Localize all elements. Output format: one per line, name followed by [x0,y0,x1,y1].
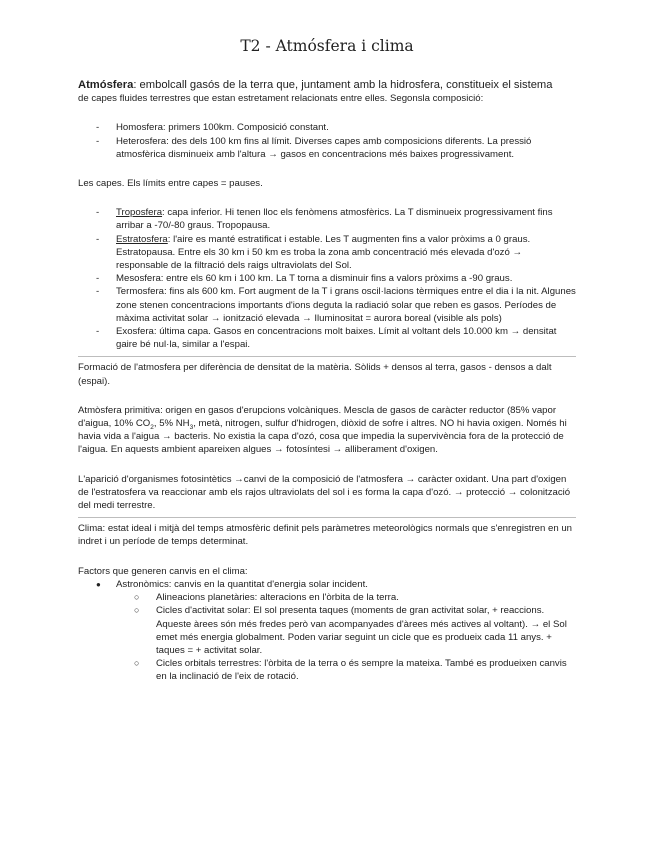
list-item: ○ Cicles orbitals terrestres: l'òrbita de la terra o és sempre la mateixa. També es produeixen canvis en la inclinació de l'eix de rotació. [116,657,576,683]
layers-list [78,206,576,351]
factors-intro: Factors que generen canvis en el clima: [78,565,248,577]
factors-list [78,578,576,684]
layer-name: Estratosfera [116,233,168,245]
list-item: ● Astronòmics: canvis en la quantitat d'energia solar incident. ○ Alineacions planetàries: alteracions en l'òrbita de la terra. ○ Cicles d'activitat solar: El sol presenta taques (moments de gran activitat solar, + reaccions. Aqueste àrees són més fredes però van acompanyades d'àrees més actives al voltant). → el Sol emet més energia globalment. Poden variar seguint un cicle que es produeix cada 11 anys. + taques = + activitat solar. ○ Cicles orbitals terrestres: l'òrbita de la terra o és sempre la mateixa. També es produeixen canvis en la inclinació de l'eix de rotació. [78,578,576,684]
page-title: T2 - Atmósfera i clima [240,37,414,55]
list-item: - Troposfera: capa inferior. Hi tenen lloc els fenòmens atmosfèrics. La T disminueix progressivament fins arribar a -70/-80 graus. Tropopausa. [78,206,576,232]
intro-lead: : embolcall gasós de la terra que, juntament amb la hidrosfera, constitueix el sistema [133,79,553,91]
list-item: - Heterosfera: des dels 100 km fins al límit. Diverses capes amb composicions diferents. La pressió atmosfèrica disminueix amb l'altura → gasos en concentracions més baixes progressivament. [78,135,576,161]
term-atmosfera: Atmósfera [78,79,134,91]
photosynthesis-paragraph: L'aparició d'organismes fotosintètics →canvi de la composició de l'atmosfera → caràcter oxidant. Una part d'oxigen de l'estratosfera va reaccionar amb els rajos ultraviolats del sol i es forma la capa d'ozó. → protecció → colonització del medi terrestre. [78,473,571,512]
list-item: ○ Alineacions planetàries: alteracions en l'òrbita de la terra. [116,591,576,604]
formation-paragraph: Formació de l'atmosfera per diferència de densitat de la matèria. Sòlids + densos al terra, gasos - densos a dalt (espai). [78,362,552,387]
divider [78,356,576,357]
layer-name: Troposfera [116,207,163,219]
list-item: - Estratosfera: l'aire es manté estratificat i estable. Les T augmenten fins a valor pròxims a 0 graus. Estratopausa. Entre els 30 km i 50 km es troba la zona amb concentració més elevada d'ozó → responsable de la filtració dels raigs ultraviolats del Sol. [78,233,576,273]
list-item: - Termosfera: fins als 600 km. Fort augment de la T i grans oscil·lacions tèrmiques entre el dia i la nit. Algunes zone stenen concentracions importants d'ions deguta la radiació solar que reben es gasos. Períodes de màxima activitat solar → ionització elevada → Iluminositat = aurora boreal (visible als pols) [78,285,576,325]
list-item: - Homosfera: primers 100km. Composició constant. [78,121,576,134]
list-item: - Mesosfera: entre els 60 km i 100 km. La T torna a disminuir fins a valors pròxims a -90 graus. [78,272,576,285]
composition-list [78,121,576,161]
climate-paragraph: Clima: estat ideal i mitjà del temps atmosfèric definit pels paràmetres meteorològics normals que s'enregistren en un indret i un període de temps determinat. [78,523,573,548]
document-page [78,36,576,684]
primitive-paragraph: Atmòsfera primitiva: origen en gasos d'erupcions volcàniques. Mescla de gasos de caràcter reductor (85% vapor d'aigua, 10% $CO_2$, 5% $NH_3$, metà, nitrogen, sulfur d'hidrogen, diòxid de sofre i altres. NO hi havia oxigen. Només hi havia vida a l'aigua → bacteris. No existia la capa d'ozó, cosa que impedia la supervivència fora de la protecció de l'aigua. En aquests ambient apareixen algues → fotosíntesi → alliberament d'oxigen. [78,404,567,456]
divider [78,517,576,518]
list-item: ○ Cicles d'activitat solar: El sol presenta taques (moments de gran activitat solar, + reaccions. Aqueste àrees són més fredes però van acompanyades d'àrees més actives al voltant). → el Sol emet més energia globalment. Poden variar seguint un cicle que es produeix cada 11 anys. + taques = + activitat solar. [116,604,576,657]
list-item: - Exosfera: última capa. Gasos en concentracions molt baixes. Límit al voltant dels 10.000 km → densitat gaire bé nul·la, similar a l'espai. [78,325,576,351]
intro-rest: de capes fluides terrestres que estan estretament relacionats entre elles. Segonsla composició: [78,93,484,105]
sub-list [116,591,576,683]
layers-intro: Les capes. Els límits entre capes = pauses. [78,178,263,190]
intro-paragraph [78,78,576,105]
